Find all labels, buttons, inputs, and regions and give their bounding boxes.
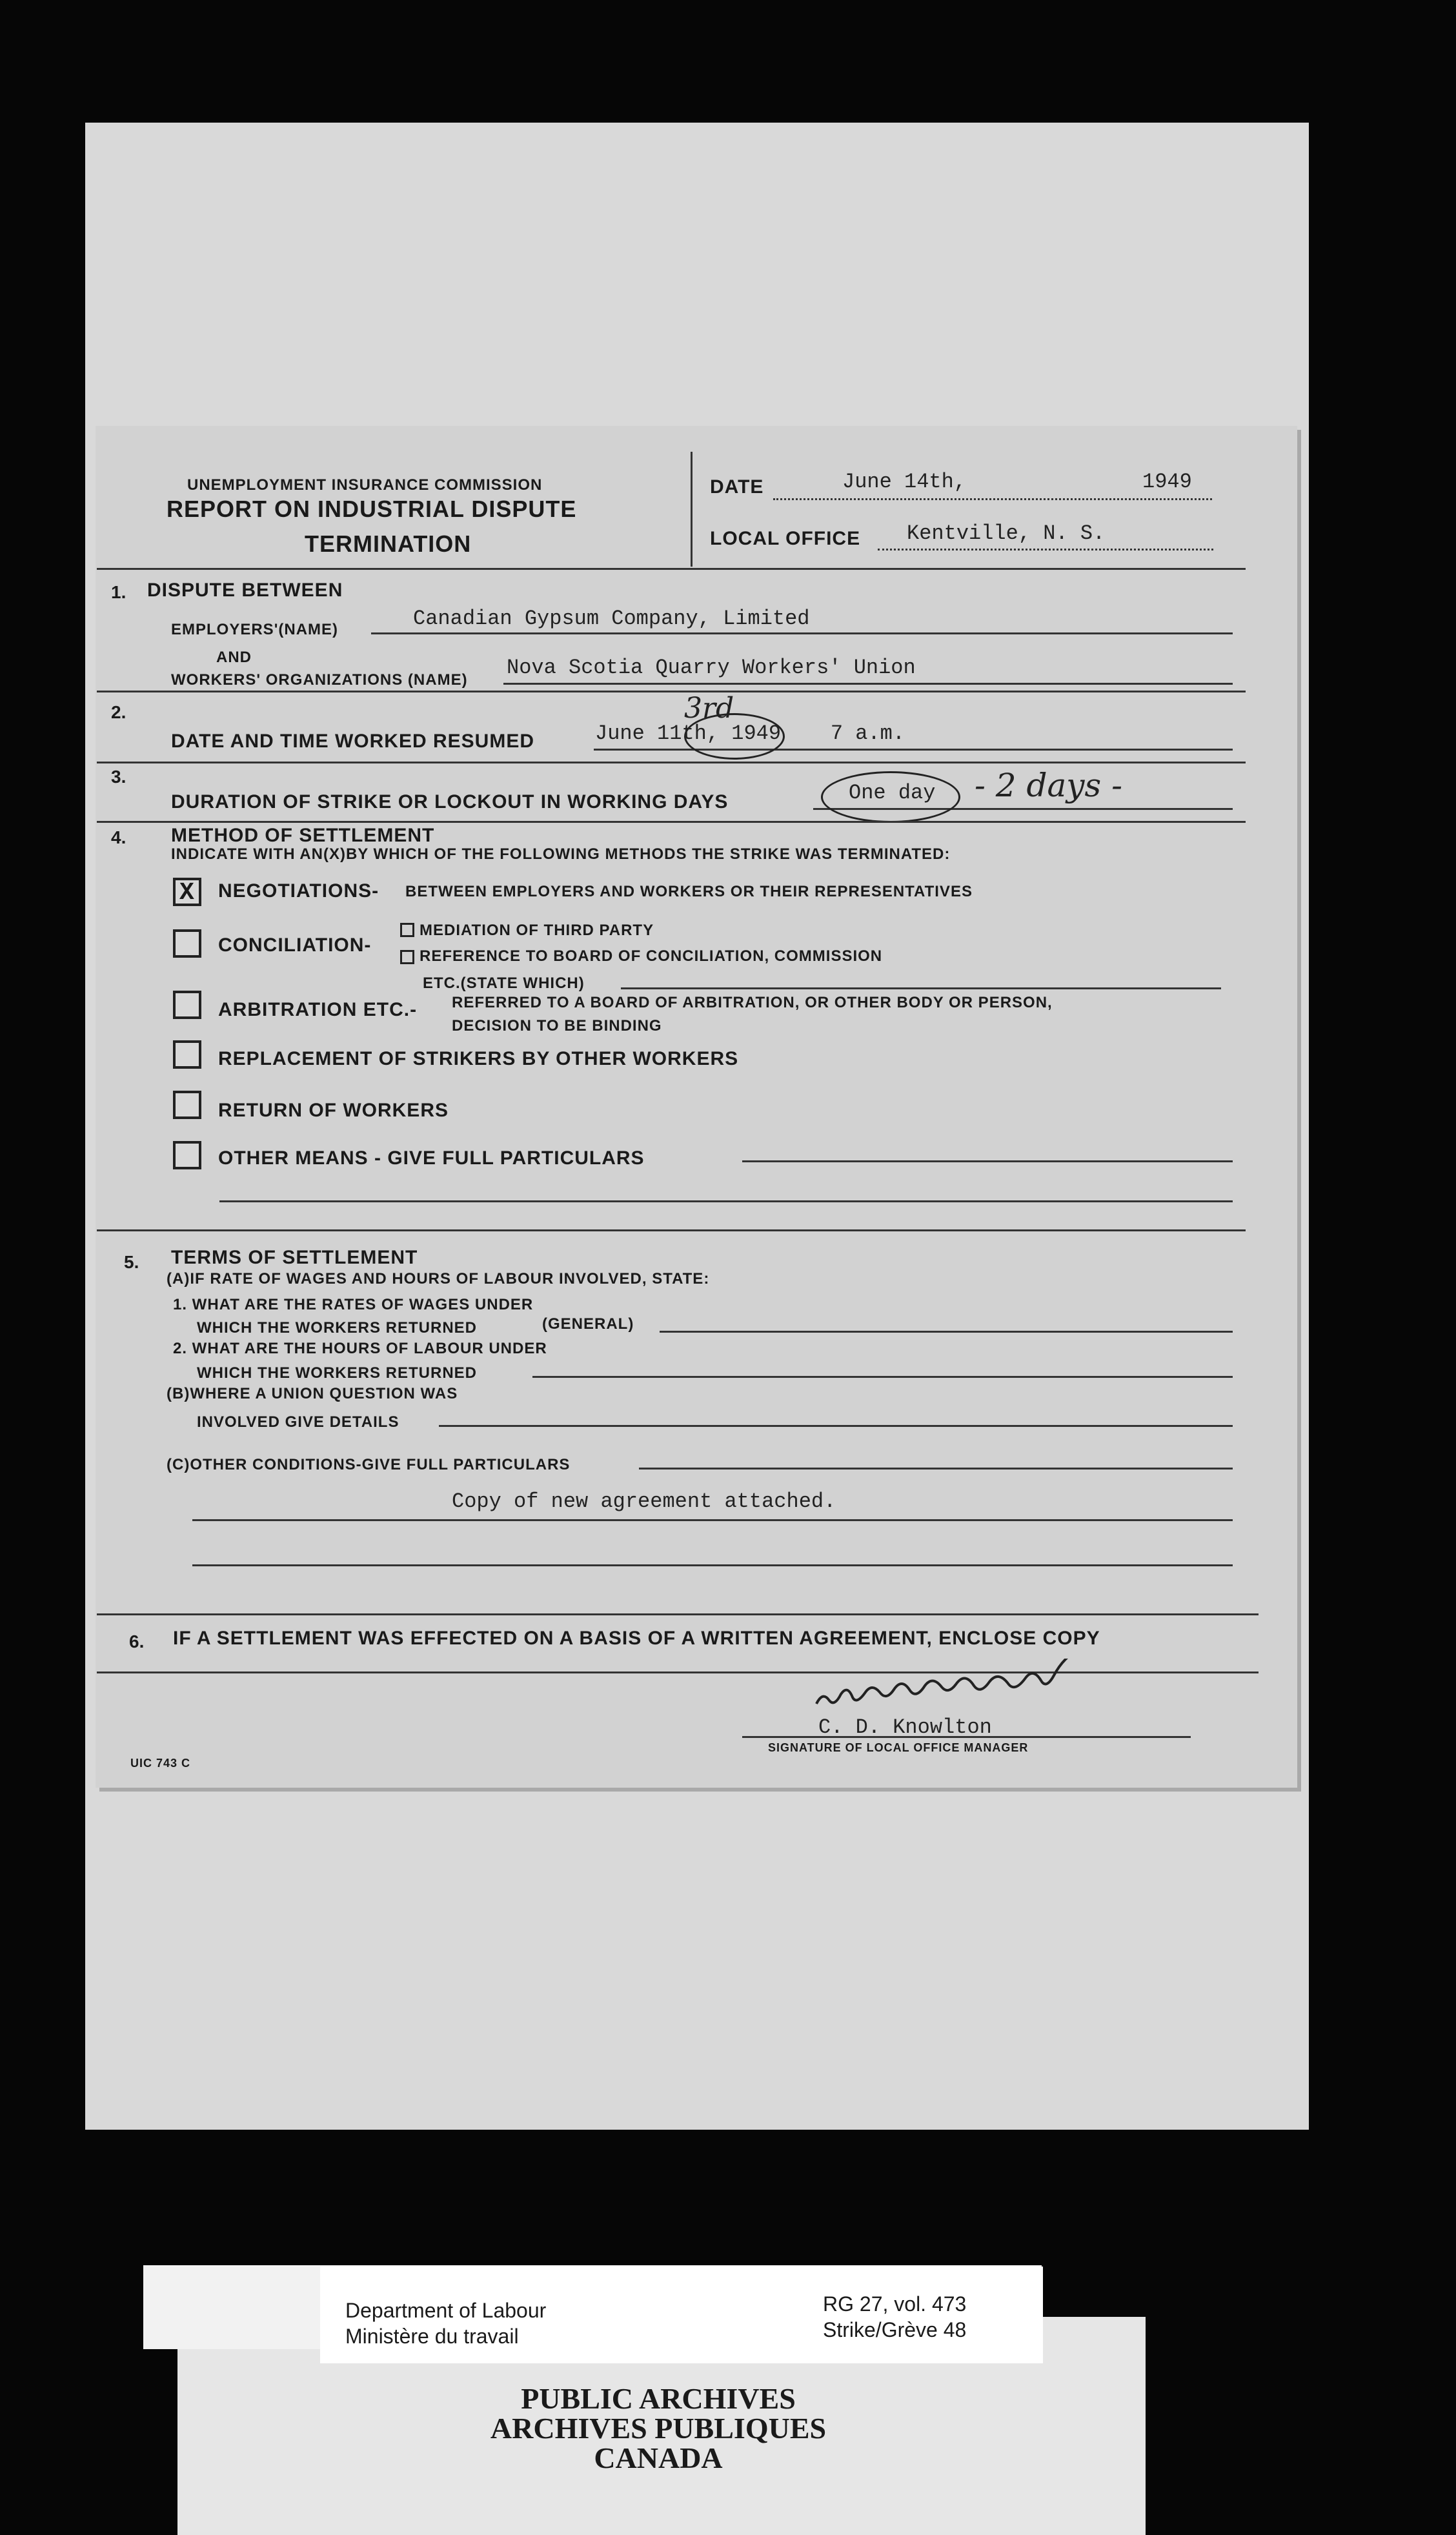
terms-a: (A)IF RATE OF WAGES AND HOURS OF LABOUR INVOLVED, STATE:: [167, 1270, 710, 1288]
arbitration-label: ARBITRATION ETC.-: [218, 999, 418, 1020]
signature-caption: SIGNATURE OF LOCAL OFFICE MANAGER: [768, 1741, 1029, 1754]
section-2-number: 2.: [111, 702, 126, 722]
duration-label: DURATION OF STRIKE OR LOCKOUT IN WORKING DAYS: [171, 791, 729, 813]
section-4-rule: [97, 1229, 1246, 1231]
signature-name: C. D. Knowlton: [818, 1715, 992, 1739]
and-label: AND: [216, 649, 252, 666]
resumed-value: June 11th, 1949 7 a.m.: [595, 722, 905, 745]
section-1-rule: [97, 691, 1246, 692]
duration-value: One day: [849, 781, 936, 805]
other-means-label: OTHER MEANS - GIVE FULL PARTICULARS: [218, 1147, 645, 1169]
agency-name: UNEMPLOYMENT INSURANCE COMMISSION: [187, 476, 543, 494]
section-6-number: 6.: [129, 1631, 145, 1651]
method-heading: METHOD OF SETTLEMENT: [171, 825, 435, 846]
method-instruction: INDICATE WITH AN(X)BY WHICH OF THE FOLLOWING METHODS THE STRIKE WAS TERMINATED:: [171, 845, 951, 863]
signature-line: [742, 1736, 1191, 1738]
terms-q2a: 2. WHAT ARE THE HOURS OF LABOUR UNDER: [173, 1340, 547, 1357]
terms-b-line: [439, 1425, 1233, 1427]
workers-line: [503, 683, 1233, 685]
terms-q1a: 1. WHAT ARE THE RATES OF WAGES UNDER: [173, 1296, 534, 1313]
terms-q2-line: [532, 1376, 1233, 1378]
terms-heading: TERMS OF SETTLEMENT: [171, 1247, 418, 1268]
archive-dept-en: Department of Labour: [345, 2299, 547, 2322]
section-1-heading: DISPUTE BETWEEN: [147, 580, 343, 601]
negotiations-detail: BETWEEN EMPLOYERS AND WORKERS OR THEIR REPRESENTATIVES: [405, 883, 973, 900]
other-means-checkbox[interactable]: [173, 1141, 201, 1169]
office-label: LOCAL OFFICE: [710, 528, 861, 549]
section-3-rule: [97, 821, 1246, 823]
arbitration-detail-1: REFERRED TO A BOARD OF ARBITRATION, OR OTHER BODY OR PERSON,: [452, 994, 1053, 1011]
other-means-line-2: [219, 1200, 1233, 1202]
reference-label: REFERENCE TO BOARD OF CONCILIATION, COMMISSION: [420, 947, 883, 965]
terms-q1c: (GENERAL): [542, 1315, 634, 1333]
date-line: [773, 498, 1212, 500]
employers-line: [371, 632, 1233, 634]
employers-label: EMPLOYERS'(NAME): [171, 621, 339, 638]
terms-bb: INVOLVED GIVE DETAILS: [197, 1413, 399, 1431]
date-year: 1949: [1142, 470, 1192, 494]
mediation-label: MEDIATION OF THIRD PARTY: [420, 922, 654, 939]
etc-label: ETC.(STATE WHICH): [423, 975, 585, 992]
negotiations-label: NEGOTIATIONS-: [218, 880, 379, 902]
workers-label: WORKERS' ORGANIZATIONS (NAME): [171, 671, 468, 689]
mediation-checkbox[interactable]: [400, 923, 414, 937]
terms-q1-line: [660, 1331, 1233, 1333]
form-title: REPORT ON INDUSTRIAL DISPUTE: [167, 496, 577, 522]
return-label: RETURN OF WORKERS: [218, 1100, 449, 1121]
section-2-rule: [97, 762, 1246, 763]
other-means-line-1: [742, 1160, 1233, 1162]
workers-value: Nova Scotia Quarry Workers' Union: [507, 656, 916, 680]
header-rule: [97, 568, 1246, 570]
archive-stamp-1: PUBLIC ARCHIVES: [521, 2382, 796, 2415]
section-6-label: IF A SETTLEMENT WAS EFFECTED ON A BASIS OF A WRITTEN AGREEMENT, ENCLOSE COPY: [173, 1628, 1100, 1649]
handwritten-signature: [810, 1659, 1120, 1723]
office-value: Kentville, N. S.: [907, 521, 1106, 545]
resumed-correction: 3rd: [684, 692, 734, 725]
terms-c-value: Copy of new agreement attached.: [452, 1490, 836, 1513]
return-checkbox[interactable]: [173, 1091, 201, 1119]
archive-dept-fr: Ministère du travail: [345, 2325, 519, 2348]
conciliation-label: CONCILIATION-: [218, 934, 372, 956]
terms-c-line-1: [639, 1468, 1233, 1469]
duration-correction: - 2 days -: [975, 767, 1123, 804]
negotiations-mark: X: [179, 879, 194, 907]
archive-stamp-3: CANADA: [594, 2441, 723, 2474]
header-divider: [691, 452, 693, 567]
section-5-number: 5.: [124, 1252, 139, 1272]
section-3-number: 3.: [111, 767, 126, 787]
section-4-number: 4.: [111, 827, 126, 847]
terms-c-line-3: [192, 1564, 1233, 1566]
archive-ref-2: Strike/Grève 48: [823, 2318, 967, 2341]
section-5-rule: [97, 1613, 1259, 1615]
resumed-label: DATE AND TIME WORKED RESUMED: [171, 731, 534, 752]
replacement-checkbox[interactable]: [173, 1040, 201, 1069]
archive-ref-1: RG 27, vol. 473: [823, 2292, 967, 2316]
conciliation-checkbox[interactable]: [173, 929, 201, 958]
terms-ba: (B)WHERE A UNION QUESTION WAS: [167, 1385, 458, 1402]
date-label: DATE: [710, 476, 764, 498]
archive-stamp-2: ARCHIVES PUBLIQUES: [490, 2412, 827, 2445]
employers-value: Canadian Gypsum Company, Limited: [413, 607, 810, 631]
terms-c-line-2: [192, 1519, 1233, 1521]
office-line: [878, 549, 1213, 550]
form-code: UIC 743 C: [130, 1757, 191, 1770]
terms-q1b: WHICH THE WORKERS RETURNED: [197, 1319, 477, 1337]
replacement-label: REPLACEMENT OF STRIKERS BY OTHER WORKERS: [218, 1048, 739, 1069]
arbitration-checkbox[interactable]: [173, 991, 201, 1019]
section-1-number: 1.: [111, 582, 126, 602]
resumed-line: [594, 749, 1233, 751]
etc-line: [621, 987, 1221, 989]
terms-c: (C)OTHER CONDITIONS-GIVE FULL PARTICULARS: [167, 1456, 571, 1473]
date-value: June 14th,: [842, 470, 967, 494]
form-subtitle: TERMINATION: [305, 530, 472, 557]
arbitration-detail-2: DECISION TO BE BINDING: [452, 1017, 662, 1035]
reference-checkbox[interactable]: [400, 950, 414, 964]
terms-q2b: WHICH THE WORKERS RETURNED: [197, 1364, 477, 1382]
